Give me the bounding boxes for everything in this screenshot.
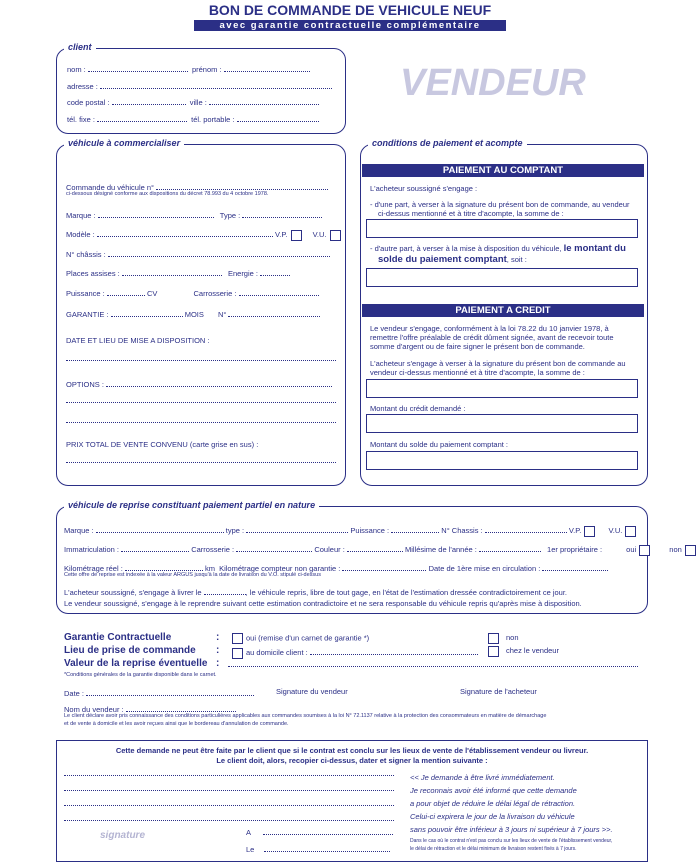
mention-2: Je reconnais avoir été informé que cette demande [410, 786, 577, 795]
sig-vendeur-label: Signature du vendeur [276, 687, 348, 696]
garantie-label: GARANTIE : [66, 310, 109, 319]
conditions-legend: conditions de paiement et acompte [368, 138, 527, 148]
reprise-box [56, 506, 648, 614]
reprise-vendeur: Le vendeur soussigné, s'engage à le reprendre suivant cette estimation contradictoire et ne sera responsable du véhicule repris qu'après mise à disposition. [64, 599, 582, 608]
garantie-colon: : [216, 632, 220, 643]
comptant-title: PAIEMENT AU COMPTANT [362, 164, 644, 177]
options-label: OPTIONS : [66, 380, 104, 389]
mention-4: Celui-ci expirera le jour de la livraison du véhicule [410, 812, 575, 821]
reprise-km-compteur-field[interactable] [342, 562, 426, 571]
reprise-puissance-field[interactable] [391, 524, 439, 533]
reprise-vp-checkbox[interactable] [584, 526, 595, 537]
reprise-premier-label: 1er propriétaire : [547, 545, 603, 554]
vu-checkbox[interactable] [330, 230, 341, 241]
valeur-colon: : [216, 658, 220, 669]
vehicule-row-garantie [66, 308, 320, 319]
credit-1a: Le vendeur s'engage, conformément à la loi 78.22 du 10 janvier 1978, à [370, 324, 609, 333]
chez-vendeur-label: chez le vendeur [506, 646, 559, 656]
credit-1c: somme d'argent ou de faire signer le présent bon de commande. [370, 342, 585, 351]
date-label: Date : [64, 689, 85, 698]
reprise-date-mise-field[interactable] [542, 562, 608, 571]
reprise-livraison-field[interactable] [204, 586, 246, 595]
places-label: Places assises : [66, 269, 120, 278]
reprise-vu-label: V.U. [608, 526, 623, 535]
reprise-acheteur-b: , le véhicule repris, libre de tout gage, en l'état de l'estimation dressée contradictoirement ce jour. [245, 588, 567, 597]
comptant-2c: solde du paiement comptant [378, 254, 507, 265]
vu-label: V.U. [312, 230, 327, 239]
reprise-chassis-field[interactable] [485, 524, 567, 533]
energie-field[interactable] [260, 267, 290, 276]
adresse-label: adresse : [67, 82, 98, 91]
reprise-legend: véhicule de reprise constituant paiement partiel en nature [64, 500, 319, 510]
date-lieu-field[interactable] [66, 360, 336, 361]
credit-1b: remettre l'offre préalable de crédit dûment signée, avant de recevoir toute [370, 333, 614, 342]
mention-line-1[interactable] [64, 775, 394, 776]
footer-a-row [246, 826, 393, 837]
reprise-millesime-field[interactable] [479, 543, 541, 552]
reprise-marque-field[interactable] [96, 524, 224, 533]
reprise-vp-label: V.P. [568, 526, 582, 535]
garantie-field[interactable] [111, 308, 183, 317]
client-row-cp [67, 96, 319, 107]
cv-label: CV [146, 289, 158, 298]
reprise-vu-checkbox[interactable] [625, 526, 636, 537]
vehicule-row-marque [66, 209, 322, 220]
tel-fixe-field[interactable] [97, 113, 187, 122]
commande-label: Commande du véhicule n° [66, 183, 155, 192]
reprise-oui-label: oui [626, 545, 637, 554]
reprise-type-label: type : [225, 526, 245, 535]
reprise-immat-label: Immatriculation : [64, 545, 120, 554]
options-field[interactable] [106, 378, 332, 387]
type-field[interactable] [242, 209, 322, 218]
reprise-puissance-label: Puissance : [350, 526, 390, 535]
mention-3: a pour objet de réduire le délai légal de rétraction. [410, 799, 576, 808]
reprise-couleur-field[interactable] [347, 543, 403, 552]
reprise-km-reel-field[interactable] [125, 562, 203, 571]
chassis-field[interactable] [108, 248, 330, 257]
chez-vendeur-checkbox[interactable] [488, 646, 499, 657]
code-postal-field[interactable] [112, 96, 186, 105]
reprise-row-2 [64, 543, 699, 556]
vehicule-row-modele [66, 228, 344, 241]
type-label: Type : [219, 211, 241, 220]
comptant-1a: - d'une part, à verser à la signature du présent bon de commande, au vendeur [370, 200, 630, 209]
reprise-oui-checkbox[interactable] [639, 545, 650, 556]
energie-label: Energie : [227, 269, 258, 278]
footer-le-row [246, 843, 390, 854]
n-label: N° [217, 310, 227, 319]
ville-label: ville : [189, 98, 207, 107]
prenom-field[interactable] [224, 63, 310, 72]
garantie-note: *Conditions générales de la garantie disponible dans le carnet. [64, 672, 217, 678]
domicile-field[interactable] [310, 646, 478, 655]
prenom-label: prénom : [191, 65, 222, 74]
reprise-non-checkbox[interactable] [685, 545, 696, 556]
footer-le-field[interactable] [264, 843, 390, 852]
puissance-label: Puissance : [66, 289, 105, 298]
vehicule-legend: véhicule à commercialiser [64, 138, 184, 148]
comptant-2d: , soit : [506, 255, 527, 264]
reprise-type-field[interactable] [246, 524, 348, 533]
nom-vendeur-label: Nom du vendeur : [64, 705, 124, 714]
date-row [64, 687, 254, 698]
mention-5: sans pouvoir être inférieur à 3 jours ni supérieur à 7 jours >>. [410, 825, 613, 834]
vp-checkbox[interactable] [291, 230, 302, 241]
footer-line1: Cette demande ne peut être faite par le client que si le contrat est conclu sur les lieux de vente de l'établissement vendeur ou livreur. [115, 746, 589, 755]
credit-solde-label: Montant du solde du paiement comptant : [370, 440, 509, 449]
garantie-n-field[interactable] [228, 308, 320, 317]
declare-2: et de vente à domicile et les avoir reçues ainsi que le bordereau d'annulation de commande. [64, 721, 289, 727]
reprise-row-acheteur [64, 586, 567, 597]
client-row-adresse [67, 80, 332, 91]
garantie-label: Garantie Contractuelle [64, 632, 172, 643]
carrosserie-label: Carrosserie : [193, 289, 237, 298]
lieu-colon: : [216, 645, 220, 656]
credit-title: PAIEMENT A CREDIT [362, 304, 644, 317]
page-title: BON DE COMMANDE DE VEHICULE NEUF [208, 2, 492, 18]
lieu-label: Lieu de prise de commande [64, 645, 196, 656]
footer-line2: Le client doit, alors, recopier ci-dessus, dater et signer la mention suivante : [216, 756, 488, 765]
mention-line-4[interactable] [64, 820, 394, 821]
reprise-carrosserie-label: Carrosserie : [191, 545, 235, 554]
vendeur-watermark: VENDEUR [400, 62, 586, 104]
page-subtitle: avec garantie contractuelle complémentaire [194, 20, 506, 31]
reprise-km-reel-label: Kilométrage réel : [64, 564, 123, 573]
garantie-non-checkbox[interactable] [488, 633, 499, 644]
domicile-row [232, 646, 478, 659]
domicile-checkbox[interactable] [232, 648, 243, 659]
tel-fixe-label: tél. fixe : [67, 115, 95, 124]
garantie-oui-checkbox[interactable] [232, 633, 243, 644]
chassis-label: N° châssis : [66, 250, 106, 259]
date-lieu-label: DATE ET LIEU DE MISE A DISPOSITION : [66, 336, 210, 345]
ville-field[interactable] [209, 96, 319, 105]
credit-montant-input[interactable] [366, 414, 638, 433]
comptant-2 [370, 243, 626, 254]
reprise-couleur-label: Couleur : [314, 545, 345, 554]
signature-label: signature [100, 830, 146, 841]
comptant-2b: le montant du [563, 243, 626, 254]
vehicule-row-places [66, 267, 290, 278]
reprise-date-mise-label: Date de 1ère mise en circulation : [428, 564, 541, 573]
marque-field[interactable] [98, 209, 214, 218]
credit-solde-input[interactable] [366, 451, 638, 470]
garantie-non-label: non [506, 633, 519, 643]
mention-line-3[interactable] [64, 805, 394, 806]
client-row-nom [67, 63, 310, 74]
options-field-2[interactable] [66, 402, 336, 403]
domicile-label: au domicile client : [246, 648, 308, 657]
nom-field[interactable] [88, 63, 188, 72]
client-row-tel [67, 113, 319, 124]
reprise-indexee: Cette offre de reprise est indexée à la valeur ARGUS jusqu'à la date de livraison du V.O. stipulé ci-dessus [64, 572, 321, 578]
nom-vendeur-field[interactable] [126, 703, 236, 712]
chez-vendeur-row [488, 646, 559, 657]
mois-label: MOIS [184, 310, 204, 319]
places-field[interactable] [122, 267, 222, 276]
mention-6: Dans le cas où le contrat n'est pas conclu sur les lieux de vente de l'établissement vendeur, [410, 838, 613, 844]
reprise-non-label: non [669, 545, 682, 554]
tel-portable-field[interactable] [237, 113, 319, 122]
date-field[interactable] [86, 687, 254, 696]
options-field-3[interactable] [66, 422, 336, 423]
vp-label: V.P. [274, 230, 288, 239]
carrosserie-field[interactable] [239, 287, 319, 296]
comptant-2a: - d'autre part, à verser à la mise à disposition du véhicule, [370, 244, 562, 253]
valeur-field[interactable] [228, 666, 638, 667]
reprise-marque-label: Marque : [64, 526, 94, 535]
comptant-1b: ci-dessus mentionné et à titre d'acompte, la somme de : [378, 209, 564, 218]
comptant-2-line2 [378, 254, 527, 265]
reprise-row-1 [64, 524, 639, 537]
credit-2a: L'acheteur s'engage à verser à la signature du présent bon de commande au [370, 359, 626, 368]
footer-le-label: Le [246, 845, 255, 854]
mention-7: le délai de rétraction et le délai minimum de livraison restent fixés à 7 jours. [410, 846, 577, 852]
adresse-field[interactable] [100, 80, 332, 89]
vehicule-row-puissance [66, 287, 319, 298]
acompte-credit-input[interactable] [366, 379, 638, 398]
commande-field[interactable] [156, 181, 328, 190]
credit-montant-label: Montant du crédit demandé : [370, 404, 466, 413]
reprise-chassis-label: N° Chassis : [441, 526, 483, 535]
vehicule-row-chassis [66, 248, 330, 259]
prix-field[interactable] [66, 462, 336, 463]
code-postal-label: code postal : [67, 98, 110, 107]
puissance-field[interactable] [107, 287, 145, 296]
reprise-immat-field[interactable] [121, 543, 189, 552]
client-legend: client [64, 42, 96, 52]
garantie-oui-row [232, 633, 369, 644]
declare-1: Le client déclare avoir pris connaissance des conditions particulières applicables aux commandes soumises à la loi N° 72.1137 relative à la protection des consommateurs en matière de démarchage [64, 713, 547, 719]
reprise-millesime-label: Millésime de l'année : [404, 545, 477, 554]
marque-label: Marque : [66, 211, 96, 220]
valeur-label: Valeur de la reprise éventuelle [64, 658, 208, 669]
commande-note: ci-dessous désigné conforme aux dispositions du décret 78.993 du 4 octobre 1978. [66, 191, 269, 197]
comptant-intro: L'acheteur soussigné s'engage : [370, 184, 478, 193]
sig-acheteur-label: Signature de l'acheteur [460, 687, 537, 696]
modele-label: Modèle : [66, 230, 95, 239]
prix-label: PRIX TOTAL DE VENTE CONVENU (carte grise en sus) : [66, 440, 259, 449]
solde-comptant-input[interactable] [366, 268, 638, 287]
tel-portable-label: tél. portable : [191, 115, 235, 124]
mention-line-2[interactable] [64, 790, 394, 791]
footer-a-field[interactable] [263, 826, 393, 835]
reprise-acheteur-a: L'acheteur soussigné, s'engage à livrer le [64, 588, 202, 597]
credit-2b: vendeur ci-dessus mentionné et à titre d'acompte, la somme de : [370, 368, 585, 377]
nom-label: nom : [67, 65, 86, 74]
reprise-km-unit: km [204, 564, 215, 573]
reprise-carrosserie-field[interactable] [236, 543, 312, 552]
reprise-km-compteur-label: Kilométrage compteur non garantie : [219, 564, 341, 573]
footer-a-label: A [246, 828, 251, 837]
modele-field[interactable] [97, 228, 273, 237]
acompte-comptant-input[interactable] [366, 219, 638, 238]
vehicule-row-options [66, 378, 332, 389]
garantie-non-row [488, 633, 519, 644]
garantie-oui-label: oui (remise d'un carnet de garantie *) [246, 633, 370, 643]
mention-1: << Je demande à être livré immédiatement. [410, 773, 555, 782]
